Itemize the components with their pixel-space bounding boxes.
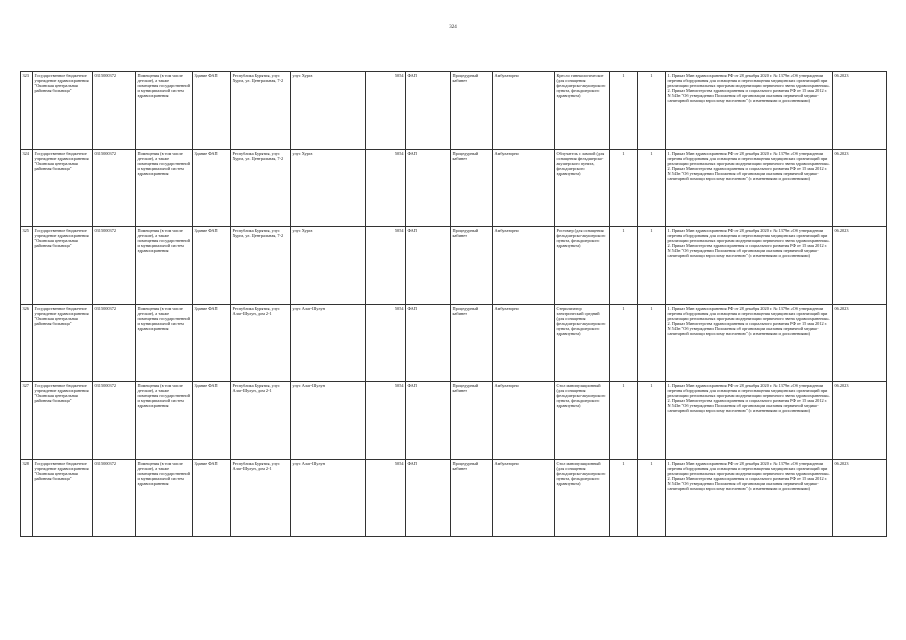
service-cell: Амбулаторно bbox=[493, 304, 555, 382]
quantity-installed-cell: 1 bbox=[638, 459, 666, 537]
equipment-cell: Кресло гинекологическое (для оснащения фельдшерско-акушерского пункта, фельдшерского здравпункта) bbox=[555, 72, 610, 150]
date-cell: 06.2023 bbox=[833, 382, 887, 460]
code-cell: 5054 bbox=[366, 459, 406, 537]
institution-cell: Государственное бюджетное учреждение здравоохранения "Окинская центральная районная больница" bbox=[33, 149, 93, 227]
institution-cell: Государственное бюджетное учреждение здравоохранения "Окинская центральная районная больница" bbox=[33, 72, 93, 150]
table-row bbox=[21, 149, 887, 227]
building-cell: Здание ФАП bbox=[193, 459, 231, 537]
inn-cell: 0315000372 bbox=[93, 149, 136, 227]
table-row bbox=[21, 227, 887, 305]
quantity-cell: 1 bbox=[610, 304, 638, 382]
address-cell: Республика Бурятия, улус Алаг-Шулун, дом 2-1 bbox=[231, 382, 291, 460]
type-cell: ФАП bbox=[406, 149, 451, 227]
room-cell: Процедурный кабинет bbox=[451, 72, 493, 150]
code-cell: 5054 bbox=[366, 72, 406, 150]
institution-cell: Государственное бюджетное учреждение здравоохранения "Окинская центральная районная больница" bbox=[33, 459, 93, 537]
date-cell: 06.2023 bbox=[833, 149, 887, 227]
locality-cell: улус Хурга bbox=[291, 149, 366, 227]
row-number: 325 bbox=[21, 227, 33, 305]
type-cell: ФАП bbox=[406, 382, 451, 460]
quantity-installed-cell: 1 bbox=[638, 149, 666, 227]
basis-cell: 1. Приказ Мин здравоохранения РФ от 28 декабря 2020 г. № 1379н «Об утверждении перечня оборудования для оснащения и переоснащения медицинских организаций при реализации региональных программ модернизации первичного звена здравоохранения». 2. Приказ Министерства здравоохранения и социального развития РФ от 15 мая 2012 г. N 543н "Об утверждении Положения об организации оказания первичной медико-санитарной помощи взрослому населению" (с изменениями и дополнениями) bbox=[666, 227, 833, 305]
code-cell: 5054 bbox=[366, 227, 406, 305]
institution-cell: Государственное бюджетное учреждение здравоохранения "Окинская центральная районная больница" bbox=[33, 382, 93, 460]
service-cell: Амбулаторно bbox=[493, 382, 555, 460]
room-cell: Процедурный кабинет bbox=[451, 149, 493, 227]
purpose-cell: Помещения (в том числе детские), а также помещения государственной и муниципальной систем здравоохранения bbox=[136, 149, 193, 227]
building-cell: Здание ФАП bbox=[193, 382, 231, 460]
quantity-installed-cell: 1 bbox=[638, 227, 666, 305]
table-row bbox=[21, 382, 887, 460]
equipment-cell: Ростомер (для оснащения фельдшерско-акушерского пункта, фельдшерского здравпункта) bbox=[555, 227, 610, 305]
row-number: 326 bbox=[21, 304, 33, 382]
locality-cell: улус Алаг-Шулун bbox=[291, 459, 366, 537]
address-cell: Республика Бурятия, улус Хурга, ул. Центральная, 7-2 bbox=[231, 227, 291, 305]
building-cell: Здание ФАП bbox=[193, 149, 231, 227]
service-cell: Амбулаторно bbox=[493, 149, 555, 227]
basis-cell: 1. Приказ Мин здравоохранения РФ от 28 декабря 2020 г. № 1379н «Об утверждении перечня оборудования для оснащения и переоснащения медицинских организаций при реализации региональных программ модернизации первичного звена здравоохранения». 2. Приказ Министерства здравоохранения и социального развития РФ от 15 мая 2012 г. N 543н "Об утверждении Положения об организации оказания первичной медико-санитарной помощи взрослому населению" (с изменениями и дополнениями) bbox=[666, 304, 833, 382]
code-cell: 5054 bbox=[366, 382, 406, 460]
institution-cell: Государственное бюджетное учреждение здравоохранения "Окинская центральная районная больница" bbox=[33, 227, 93, 305]
table-row bbox=[21, 304, 887, 382]
table-body bbox=[21, 72, 887, 537]
inn-cell: 0315000372 bbox=[93, 227, 136, 305]
institution-cell: Государственное бюджетное учреждение здравоохранения "Окинская центральная районная больница" bbox=[33, 304, 93, 382]
equipment-cell: Стол манипуляционный (для оснащения фельдшерско-акушерского пункта, фельдшерского здравпункта) bbox=[555, 382, 610, 460]
page-number: 324 bbox=[449, 25, 457, 30]
quantity-cell: 1 bbox=[610, 382, 638, 460]
quantity-installed-cell: 1 bbox=[638, 72, 666, 150]
purpose-cell: Помещения (в том числе детские), а также помещения государственной и муниципальной систем здравоохранения bbox=[136, 227, 193, 305]
code-cell: 5054 bbox=[366, 149, 406, 227]
room-cell: Процедурный кабинет bbox=[451, 459, 493, 537]
locality-cell: улус Хурга bbox=[291, 72, 366, 150]
building-cell: Здание ФАП bbox=[193, 304, 231, 382]
inn-cell: 0315000372 bbox=[93, 382, 136, 460]
quantity-cell: 1 bbox=[610, 149, 638, 227]
locality-cell: улус Алаг-Шулун bbox=[291, 304, 366, 382]
purpose-cell: Помещения (в том числе детские), а также помещения государственной и муниципальной систем здравоохранения bbox=[136, 72, 193, 150]
building-cell: Здание ФАП bbox=[193, 227, 231, 305]
purpose-cell: Помещения (в том числе детские), а также помещения государственной и муниципальной систем здравоохранения bbox=[136, 382, 193, 460]
locality-cell: улус Алаг-Шулун bbox=[291, 382, 366, 460]
service-cell: Амбулаторно bbox=[493, 72, 555, 150]
type-cell: ФАП bbox=[406, 227, 451, 305]
basis-cell: 1. Приказ Мин здравоохранения РФ от 28 декабря 2020 г. № 1379н «Об утверждении перечня оборудования для оснащения и переоснащения медицинских организаций при реализации региональных программ модернизации первичного звена здравоохранения». 2. Приказ Министерства здравоохранения и социального развития РФ от 15 мая 2012 г. N 543н "Об утверждении Положения об организации оказания первичной медико-санитарной помощи взрослому населению" (с изменениями и дополнениями) bbox=[666, 72, 833, 150]
inn-cell: 0315000372 bbox=[93, 459, 136, 537]
equipment-table bbox=[20, 71, 887, 537]
date-cell: 06.2023 bbox=[833, 227, 887, 305]
address-cell: Республика Бурятия, улус Алаг-Шулун, дом 2-1 bbox=[231, 459, 291, 537]
date-cell: 06.2023 bbox=[833, 304, 887, 382]
room-cell: Процедурный кабинет bbox=[451, 304, 493, 382]
address-cell: Республика Бурятия, улус Алаг-Шулун, дом 2-1 bbox=[231, 304, 291, 382]
quantity-cell: 1 bbox=[610, 72, 638, 150]
service-cell: Амбулаторно bbox=[493, 227, 555, 305]
type-cell: ФАП bbox=[406, 72, 451, 150]
building-cell: Здание ФАП bbox=[193, 72, 231, 150]
purpose-cell: Помещения (в том числе детские), а также помещения государственной и муниципальной систем здравоохранения bbox=[136, 459, 193, 537]
equipment-cell: Стол манипуляционный (для оснащения фельдшерско-акушерского пункта, фельдшерского здравпункта) bbox=[555, 459, 610, 537]
room-cell: Процедурный кабинет bbox=[451, 227, 493, 305]
row-number: 324 bbox=[21, 149, 33, 227]
inn-cell: 0315000372 bbox=[93, 304, 136, 382]
date-cell: 06.2023 bbox=[833, 72, 887, 150]
service-cell: Амбулаторно bbox=[493, 459, 555, 537]
basis-cell: 1. Приказ Мин здравоохранения РФ от 28 декабря 2020 г. № 1379н «Об утверждении перечня оборудования для оснащения и переоснащения медицинских организаций при реализации региональных программ модернизации первичного звена здравоохранения». 2. Приказ Министерства здравоохранения и социального развития РФ от 15 мая 2012 г. N 543н "Об утверждении Положения об организации оказания первичной медико-санитарной помощи взрослому населению" (с изменениями и дополнениями) bbox=[666, 382, 833, 460]
address-cell: Республика Бурятия, улус Хурга, ул. Центральная, 7-2 bbox=[231, 72, 291, 150]
basis-cell: 1. Приказ Мин здравоохранения РФ от 28 декабря 2020 г. № 1379н «Об утверждении перечня оборудования для оснащения и переоснащения медицинских организаций при реализации региональных программ модернизации первичного звена здравоохранения». 2. Приказ Министерства здравоохранения и социального развития РФ от 15 мая 2012 г. N 543н "Об утверждении Положения об организации оказания первичной медико-санитарной помощи взрослому населению" (с изменениями и дополнениями) bbox=[666, 149, 833, 227]
quantity-installed-cell: 1 bbox=[638, 304, 666, 382]
inn-cell: 0315000372 bbox=[93, 72, 136, 150]
equipment-cell: Облучатель с лампой (для оснащения фельдшерско-акушерского пункта, фельдшерского здравпункта) bbox=[555, 149, 610, 227]
equipment-cell: Стерилизатор электрический средний (для оснащения фельдшерско-акушерского пункта, фельдшерского здравпункта) bbox=[555, 304, 610, 382]
quantity-installed-cell: 1 bbox=[638, 382, 666, 460]
row-number: 328 bbox=[21, 459, 33, 537]
type-cell: ФАП bbox=[406, 459, 451, 537]
room-cell: Процедурный кабинет bbox=[451, 382, 493, 460]
basis-cell: 1. Приказ Мин здравоохранения РФ от 28 декабря 2020 г. № 1379н «Об утверждении перечня оборудования для оснащения и переоснащения медицинских организаций при реализации региональных программ модернизации первичного звена здравоохранения». 2. Приказ Министерства здравоохранения и социального развития РФ от 15 мая 2012 г. N 543н "Об утверждении Положения об организации оказания первичной медико-санитарной помощи взрослому населению" (с изменениями и дополнениями) bbox=[666, 459, 833, 537]
locality-cell: улус Хурга bbox=[291, 227, 366, 305]
quantity-cell: 1 bbox=[610, 227, 638, 305]
code-cell: 5054 bbox=[366, 304, 406, 382]
date-cell: 06.2023 bbox=[833, 459, 887, 537]
row-number: 323 bbox=[21, 72, 33, 150]
purpose-cell: Помещения (в том числе детские), а также помещения государственной и муниципальной систем здравоохранения bbox=[136, 304, 193, 382]
table-row bbox=[21, 72, 887, 150]
row-number: 327 bbox=[21, 382, 33, 460]
type-cell: ФАП bbox=[406, 304, 451, 382]
address-cell: Республика Бурятия, улус Хурга, ул. Центральная, 7-2 bbox=[231, 149, 291, 227]
quantity-cell: 1 bbox=[610, 459, 638, 537]
table-row bbox=[21, 459, 887, 537]
